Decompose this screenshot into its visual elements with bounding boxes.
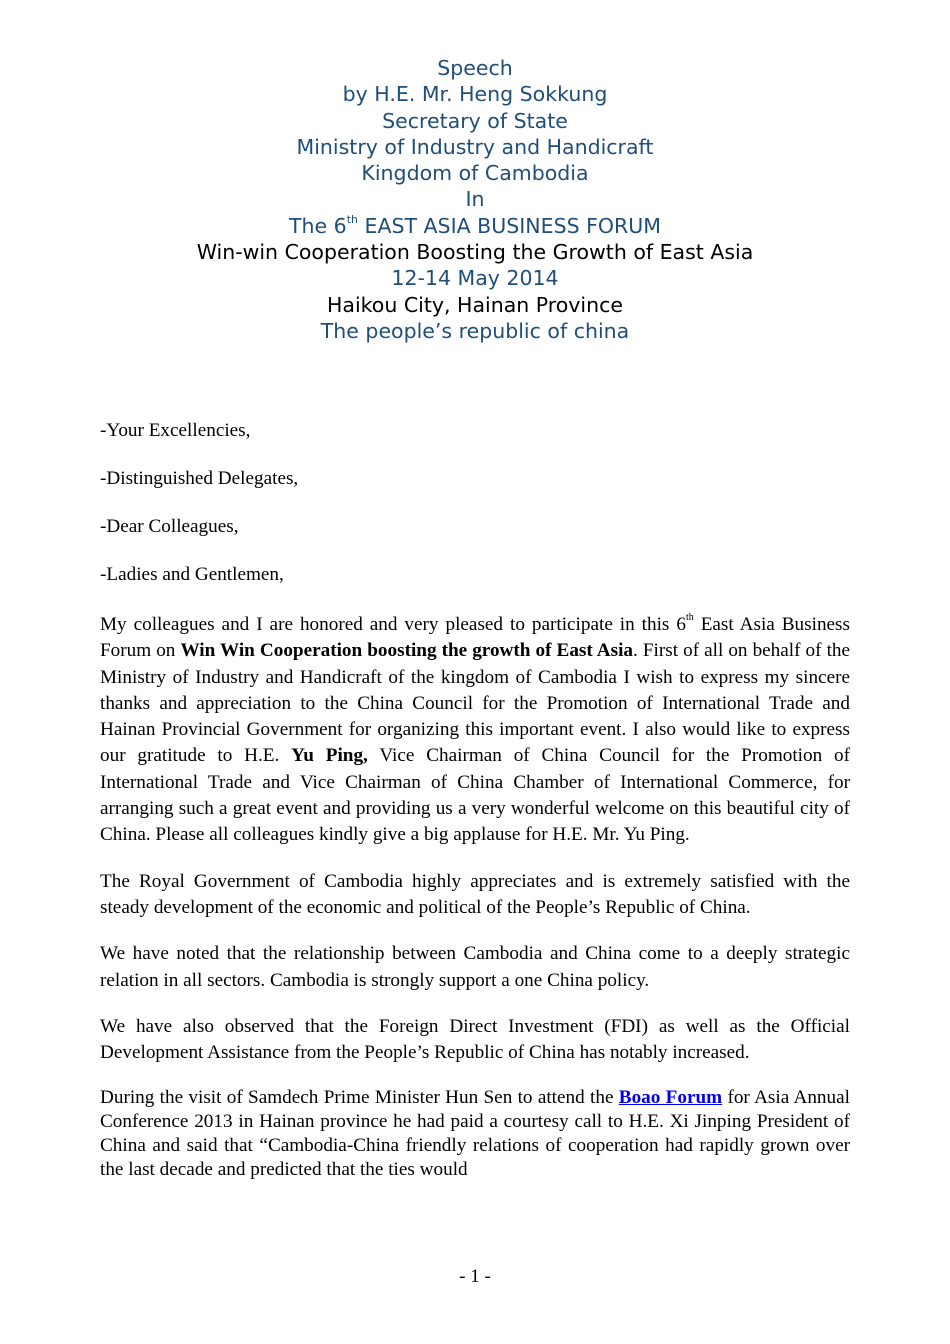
header-forum: The 6th EAST ASIA BUSINESS FORUM: [289, 212, 661, 238]
header-in: In: [465, 187, 485, 212]
paragraph-boao-visit: During the visit of Samdech Prime Minister Hun Sen to attend the Boao Forum for Asia Annual Conference 2013 in Hainan province he had paid a courtesy call to H.E. Xi Jinping President of China and said that “Cambodia-China friendly relations of cooperation had rapidly grown over the last decade and predicted that the ties would: [100, 1087, 850, 1180]
header-location: Haikou City, Hainan Province: [326, 292, 624, 317]
paragraph-investment: We have also observed that the Foreign Direct Investment (FDI) as well as the Official Development Assistance from the People’s Republic of China has notably increased.: [100, 1015, 850, 1064]
header-title: Speech: [437, 56, 513, 80]
salutation-delegates: -Distinguished Delegates,: [100, 468, 299, 489]
boao-forum-link[interactable]: Boao Forum: [618, 1087, 723, 1109]
header-speaker: by H.E. Mr. Heng Sokkung: [342, 82, 608, 107]
header-country: The people’s republic of china: [320, 318, 630, 343]
header-kingdom: Kingdom of Cambodia: [361, 161, 589, 186]
page-number: - 1 -: [459, 1266, 491, 1287]
salutation-ladies-gentlemen: -Ladies and Gentlemen,: [100, 564, 284, 585]
paragraph-introduction: My colleagues and I are honored and very pleased to participate in this 6th East Asia Business Forum on Win Win Cooperation boosting the growth of East Asia. First of all on behalf of the Ministry of Industry and Handicraft of the kingdom of Cambodia I wish to express my sincere thanks and appreciation to the China Council for the Promotion of International Trade and Hainan Provincial Government for organizing this important event. I also would like to express our gratitude to H.E. Yu Ping, Vice Chairman of China Council for the Promotion of International Trade and Vice Chairman of China Chamber of International Commerce, for arranging such a great event and providing us a very wonderful welcome on this beautiful city of China. Please all colleagues kindly give a big applause for H.E. Mr. Yu Ping.: [100, 611, 851, 846]
header-ministry: Ministry of Industry and Handicraft: [296, 134, 654, 159]
salutation-colleagues: -Dear Colleagues,: [100, 516, 239, 537]
speech-body: [100, 418, 850, 1202]
header-dates: 12-14 May 2014: [391, 266, 559, 291]
salutation-excellencies: -Your Excellencies,: [100, 420, 251, 441]
speech-header: [0, 55, 950, 344]
header-theme: Win-win Cooperation Boosting the Growth of East Asia: [196, 240, 754, 265]
header-position: Secretary of State: [382, 108, 568, 133]
paragraph-royal-government: The Royal Government of Cambodia highly appreciates and is extremely satisfied with the steady development of the economic and political of the People’s Republic of China.: [100, 870, 850, 918]
paragraph-relationship: We have noted that the relationship between Cambodia and China come to a deeply strategic relation in all sectors. Cambodia is strongly support a one China policy.: [100, 943, 850, 991]
